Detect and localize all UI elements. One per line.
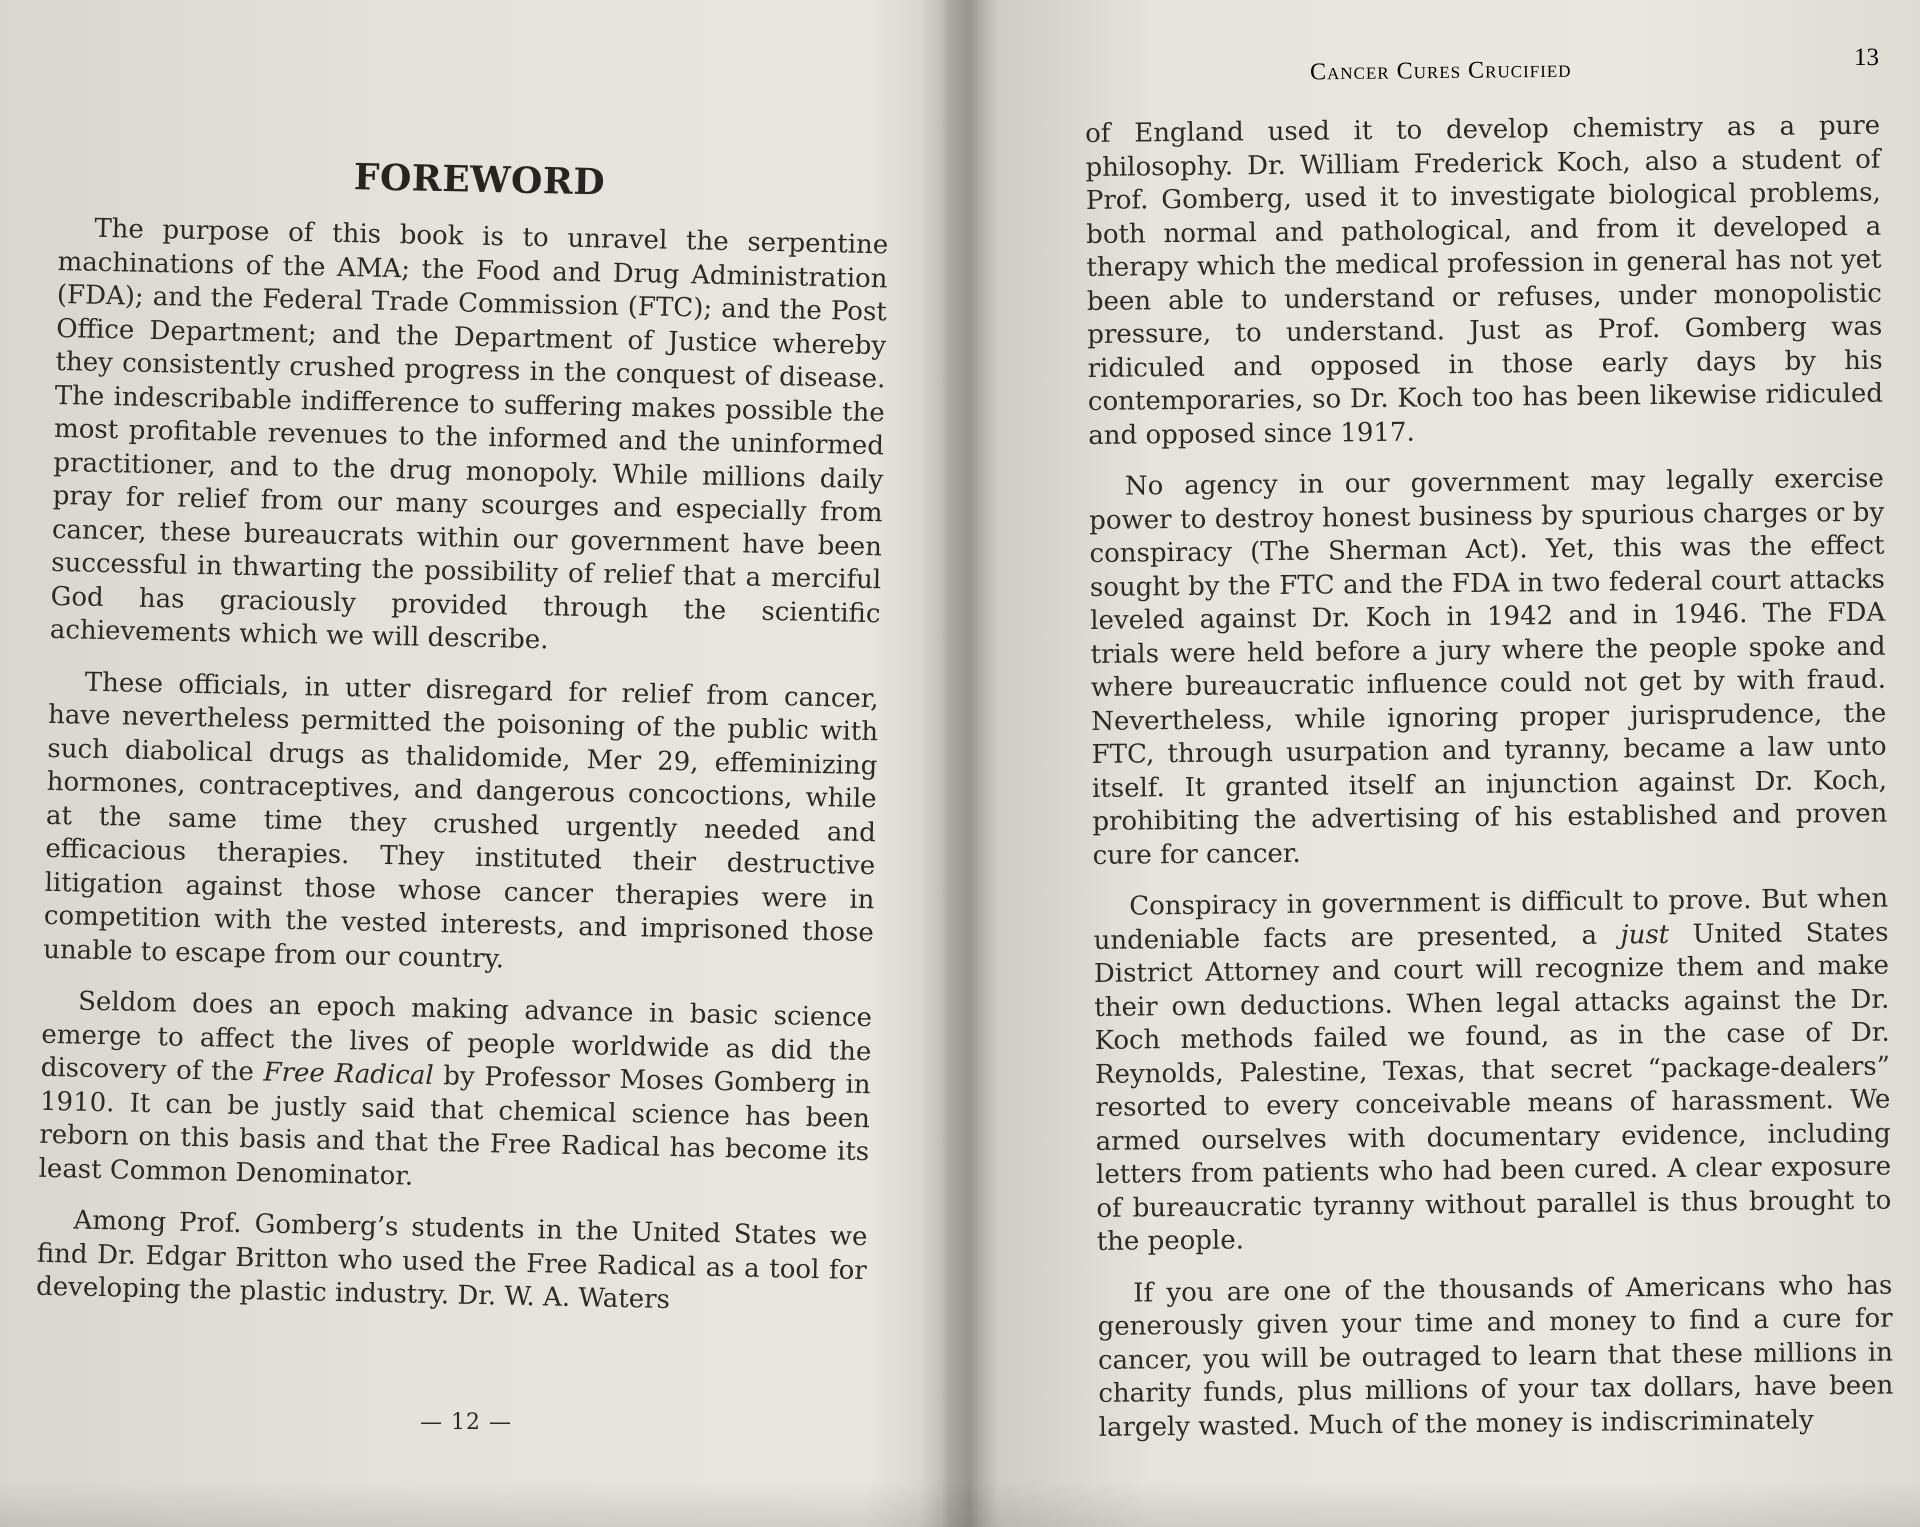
- right-paragraph-4: If you are one of the thousands of Americans who has generously given your time and money to find a cure for cancer, you will be outraged to learn that these millions in charity funds, plus millions of your tax dollars, have been largely wasted. Much of the money is indiscriminately: [1097, 1270, 1894, 1443]
- bottom-shadow: [0, 1480, 1920, 1527]
- left-paragraph-3: [38, 985, 872, 1203]
- running-head: Cancer Cures Crucified: [1309, 56, 1572, 86]
- free-radical-italic: Free Radical: [263, 1057, 434, 1092]
- left-paragraph-3-before: Seldom does an epoch making advance in basic science emerge to affect the lives of people worldwide as did the discovery of the: [40, 986, 873, 1088]
- left-paragraph-2: These officials, in utter disregard for relief from cancer, have nevertheless permitted the poisoning of the public with such diabolical drugs as thalidomide, Mer 29, effeminizing hormones, contraceptives, and dangerous concoctions, while at the same time they crushed urgently needed and efficacious therapies. They instituted their destructive litigation against those whose cancer therapies were in competition with the vested interests, and imprisoned those unable to escape from our country.: [42, 667, 880, 974]
- left-paragraph-1: The purpose of this book is to unravel the serpentine machinations of the AMA; the Food and Drug Administration (FDA); and the Federal Trade Commission (FTC); and the Post Office Department; and the Department of Justice whereby they consistently crushed progress in the conquest of disease. The indescribable indifference to suffering makes possible the most profitable revenues to the informed and the uninformed practitioner, and to the drug monopoly. While millions daily pray for relief from our many scourges and especially from cancer, these bureaucrats within our government have been successful in thwarting the possibility of relief that a merciful God has graciously provided through the scientific achievements which we will describe.: [49, 213, 889, 656]
- page-number-13: 13: [1854, 44, 1879, 71]
- left-paragraph-4: Among Prof. Gomberg’s students in the United States we find Dr. Edgar Britton who used the Free Radical as a tool for developing the plastic industry. Dr. W. A. Waters: [35, 1205, 868, 1316]
- page-number-12: — 12 —: [420, 1410, 512, 1435]
- right-page: [960, 0, 1920, 1527]
- right-paragraph-1: of England used it to develop chemistry as a pure philosophy. Dr. William Frederick Koch, also a student of Prof. Gomberg, used it to investigate biological problems, both normal and pathological, and from it developed a therapy which the medical profession in general has not yet been able to understand or refuses, under monopolistic pressure, to understand. Just as Prof. Gomberg was ridiculed and opposed in those early days by his contemporaries, so Dr. Koch too has been likewise ridiculed and opposed since 1917.: [1085, 110, 1884, 451]
- foreword-title: FOREWORD: [353, 156, 606, 204]
- right-paragraph-3-after: United States District Attorney and court will recognize them and make their own deductions. When legal attacks against the Dr. Koch methods failed we found, as in the case of Dr. Reynolds, Palestine, Texas, that secret “package-dealers” resorted to every conceivable means of harassment. We armed ourselves with documentary evidence, including letters from patients who had been cured. A clear exposure of bureaucratic tyranny without parallel is thus brought to the people.: [1093, 917, 1892, 1257]
- left-paragraph-3-after: by Professor Moses Gomberg in 1910. It can be justly said that chemical science has been reborn on this basis and that the Free Radical has become its least Common Denominator.: [38, 1061, 871, 1192]
- just-italic: just: [1620, 919, 1670, 950]
- right-paragraph-3: [1093, 883, 1892, 1260]
- left-page-body: [36, 150, 890, 1322]
- right-paragraph-2: No agency in our government may legally exercise power to destroy honest business by spurious charges or by conspiracy (The Sherman Act). Yet, this was the effect sought by the FTC and the FDA in two federal court attacks leveled against Dr. Koch in 1942 and in 1946. The FDA trials were held before a jury where the people spoke and where bureaucratic influence could not get by with fraud. Nevertheless, while ignoring proper jurisprudence, the FTC, through usurpation and tyranny, became a law unto itself. It granted itself an injunction against Dr. Koch, prohibiting the advertising of his established and proven cure for cancer.: [1089, 463, 1888, 871]
- left-page: [0, 0, 950, 1527]
- right-paragraph-3-before: Conspiracy in government is difficult to prove. But when undeniable facts are presented, a: [1093, 883, 1889, 956]
- right-page-body: [1085, 110, 1894, 1445]
